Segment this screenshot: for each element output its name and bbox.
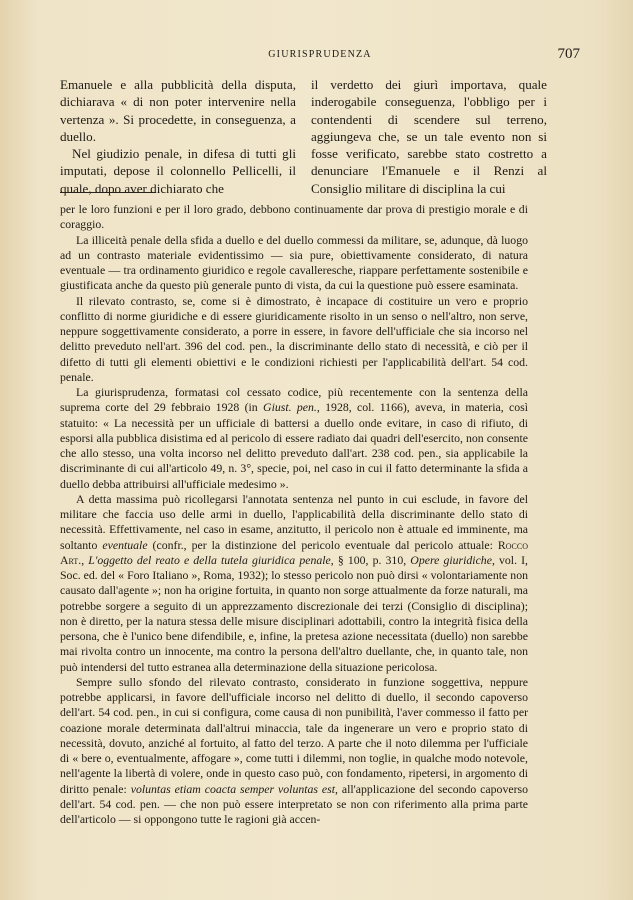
latin-maxim: voluntas etiam coacta semper voluntas est <box>130 781 336 796</box>
note-paragraph-3: Il rilevato contrasto, se, come si è dimostrato, è incapace di costituire un vero e proprio conflitto di norme giuridiche e di essere giuridicamente risolto in un senso o nell'altro, non serve, neppure soggettivamente considerato, a porre in essere, in favore dell'ufficiale che sia incorso nel delitto preveduto nell'art. 396 del cod. pen., la discriminante dello stato di necessità, e ciò per il difetto di tutti gli elementi obiettivi e le condizioni richiesti per l'applicabilità dell'art. 54 cod. penale. <box>60 293 528 384</box>
author-rocco: Rocco Art. <box>60 537 529 567</box>
note-p6-text-b: , all'applicazione del secondo capoverso dell'art. 54 cod. pen. — che non può essere interpretato se non con riferimento alla prima parte dell'articolo — si oppongono tutte le ragioni già accen- <box>60 781 529 826</box>
citation-oggetto-reato: L'oggetto del reato e della tutela giuridica penale <box>88 552 331 567</box>
term-eventuale: eventuale <box>102 537 148 552</box>
page-number: 707 <box>557 46 580 62</box>
running-title: GIURISPRUDENZA <box>268 49 372 60</box>
page-header <box>60 46 580 66</box>
citation-opere-giuridiche: Opere giuridiche <box>410 552 492 567</box>
footnote-divider <box>60 192 156 193</box>
right-column <box>311 76 547 197</box>
note-paragraph-1: per le loro funzioni e per il loro grado, debbono continuamente dar prova di prestigio morale e di coraggio. <box>60 202 528 232</box>
left-column <box>60 76 296 197</box>
note-p6-text-a: Sempre sullo sfondo del rilevato contrasto, considerato in funzione soggettiva, neppure potrebbe applicarsi, in favore dell'ufficiale incorso nel delitto di duello, il secondo capoverso dell'art. 54 cod. pen., in cui si configura, come causa di non punibilità, l'aver commesso il fatto per coazione morale determinata dall'altrui minaccia, tale da ingenerare un vero e proprio stato di necessità, dovuto, anziché al fortuito, al fatto del terzo. A parte che il noto dilemma per l'ufficiale di « bere o, eventualmente, affogare », come tutti i dilemmi, non toglie, in qualche modo notevole, nell'agente la libertà di volere, onde in questo caso può, con fondamento, ripetersi, in argomento di diritto penale: <box>60 674 528 796</box>
note-paragraph-6 <box>60 675 528 828</box>
note-paragraph-2: La illiceità penale della sfida a duello e del duello commessi da militare, se, adunque, dà luogo ad un contrasto materiale evidentissimo — sia pure, obiettivamente considerato, di natura eventuale — tra ordinamento giuridico e regole cavalleresche, riappare perfettamente sostenibile e giustificata anche da questo più generale punto di vista, da cui la questione può essere esaminata. <box>60 232 528 293</box>
note-p5-text-d: , § 100, p. 310, <box>330 552 411 567</box>
note-p5-text-a: A detta massima può ricollegarsi l'annotata sentenza nel punto in cui esclude, in favore del militare che faccia uso delle armi in duello, l'applicabilità della discriminante dello stato di necessità. Effettivamente, nel caso in esame, anzitutto, il pericolo non è attuale ed imminente, ma soltanto <box>60 491 528 552</box>
left-column-paragraph-1: Emanuele e alla pubblicità della disputa, dichiarava « di non poter intervenire nella vertenza ». Si procedette, in conseguenza, a duello. <box>60 77 296 144</box>
note-p4-text-a: La giurisprudenza, formatasi col cessato codice, più recentemente con la sentenza della suprema corte del 29 febbraio 1928 (in <box>60 385 528 415</box>
citation-giust-pen: Giust. pen. <box>263 400 317 415</box>
note-paragraph-4 <box>60 385 528 492</box>
note-p4-text-b: , 1928, col. 1166), aveva, in materia, così statuito: « La necessità per un ufficiale di battersi a duello onde evitare, in caso di rifiuto, di esporsi alla pubblica disistima ed al pericolo di essere radiato dai quadri dell'esercito, non consente che allo stesso, una volta incorso nel delitto preveduto dall'art. 238 cod. pen., sia applicabile la discriminante di cui all'articolo 49, n. 3°, specie, poi, nel caso in cui il fatto determinante la sfida a duello debba attribuirsi all'ufficiale medesimo ». <box>60 400 528 491</box>
note-p5-text-c: , <box>81 552 89 567</box>
note-p5-text-b: (confr., per la distinzione del pericolo eventuale dal pericolo attuale: <box>147 537 498 552</box>
right-column-paragraph-1: il verdetto dei giurì importava, quale inderogabile conseguenza, l'obbligo per i contendenti di scendere sul terreno, aggiungeva che, se un tale evento non si fosse verificato, sarebbe stato costretto a denunciare l'Emanuele e il Renzi al Consiglio militare di disciplina la cui <box>311 77 547 196</box>
left-column-paragraph-2: Nel giudizio penale, in difesa di tutti gli imputati, depose il colonnello Pellicelli, il quale, dopo aver dichiarato che <box>60 146 296 196</box>
note-p5-text-e: , vol. I, Soc. ed. del « Foro Italiano », Roma, 1932); lo stesso pericolo non può dirsi « volontariamente non causato dall'agente »; non ha origine fortuita, in quanto non sorge attualmente da forze naturali, ma potrebbe sorgere a seguito di un apprezzamento discrezionale dei terzi (Consiglio di disciplina); non è diretto, per la natura stessa delle misure disciplinari adottabili, contro la integrità fisica della persona, che è l'unico bene difendibile, e, infine, la pretesa azione necessitata (duello) non sarebbe mai rivolta contro un innocente, ma contro la persona dell'altro duellante, che, in quanto tale, non può intendersi del tutto estranea alla determinazione della situazione pericolosa. <box>60 552 529 674</box>
annotation-note <box>60 202 528 827</box>
note-paragraph-5 <box>60 492 528 675</box>
